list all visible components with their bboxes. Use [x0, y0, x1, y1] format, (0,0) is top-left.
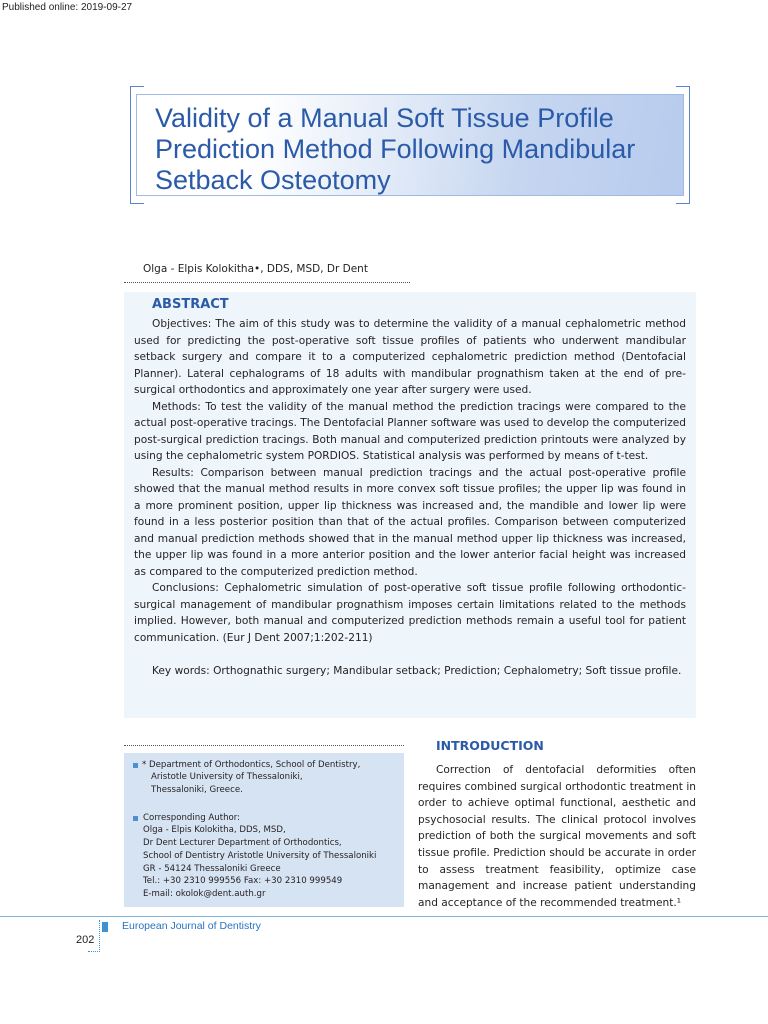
affiliation-bullet-icon: [133, 763, 138, 768]
corresponding-address: GR - 54124 Thessaloniki Greece: [143, 864, 281, 874]
corresponding-title: Dr Dent Lecturer Department of Orthodontics,: [143, 838, 342, 848]
corresponding-phone: Tel.: +30 2310 999556 Fax: +30 2310 999549: [143, 876, 343, 886]
abstract-box: [124, 292, 696, 718]
corresponding-school: School of Dentistry Aristotle University of Thessaloniki: [143, 851, 377, 861]
article-title: Validity of a Manual Soft Tissue Profile Prediction Method Following Mandibular Setback Osteotomy: [155, 103, 636, 195]
affiliation-dept: * Department of Orthodontics, School of Dentistry,: [142, 760, 361, 770]
abstract-conclusions: Conclusions: Cephalometric simulation of post-operative soft tissue profile following orthodontic-surgical management of mandibular prognathism imposes certain limitations related to the methods implied. However, both manual and computerized prediction methods remain a useful tool for patient communication. (Eur J Dent 2007;1:202-211): [134, 582, 686, 644]
abstract-objectives: Objectives: The aim of this study was to determine the validity of a manual cephalometric method used for predicting the post-operative soft tissue profiles of patients who underwent mandibular setback surgery and compare it to a computerized cephalometric prediction method (Dentofacial Planner). Lateral cephalograms of 18 adults with mandibular prognathism taken at the end of pre-surgical orthodontics and approximately one year after surgery were used.: [134, 318, 686, 396]
page-number: 202: [76, 934, 95, 946]
affiliation-box: [124, 753, 404, 907]
abstract-keywords: Key words: Orthognathic surgery; Mandibular setback; Prediction; Cephalometry; Soft tissue profile.: [152, 664, 682, 677]
published-date: Published online: 2019-09-27: [2, 2, 133, 13]
footer-rule: [0, 916, 768, 917]
title-frame-left-rule: [130, 86, 131, 204]
abstract-methods: Methods: To test the validity of the manual method the prediction tracings were compared to the actual post-operative tracings. The Dentofacial Planner software was used to develop the computerized post-surgical prediction tracings. Both manual and computerized prediction printouts were analyzed by using the cephalometric system PORDIOS. Statistical analysis was performed by means of t-test.: [134, 400, 686, 462]
page-number-vdots: [99, 920, 100, 952]
page-number-hdots: [88, 951, 100, 952]
introduction-body: [418, 762, 696, 911]
introduction-heading: INTRODUCTION: [436, 738, 544, 753]
corresponding-email: E-mail: okolok@dent.auth.gr: [143, 889, 266, 899]
abstract-body: [134, 316, 686, 679]
corresponding-name: Olga - Elpis Kolokitha, DDS, MSD,: [143, 825, 286, 835]
title-frame: [130, 90, 690, 200]
title-frame-right-rule: [689, 86, 690, 204]
author-line: Olga - Elpis Kolokitha•, DDS, MSD, Dr Dent: [143, 263, 368, 275]
introduction-paragraph: Correction of dentofacial deformities often requires combined surgical orthodontic treatment in order to achieve optimal functional, aesthetic and psychosocial results. The clinical protocol involves prediction of both the surgical movements and soft tissue profile. Prediction should be accurate in order to assess treatment feasibility, optimize case management and increase patient understanding and acceptance of the recommended treatment.¹: [418, 764, 696, 909]
abstract-heading: ABSTRACT: [152, 297, 229, 312]
affiliation-university: Aristotle University of Thessaloniki,: [151, 772, 303, 782]
author-divider: [124, 282, 410, 283]
corresponding-label: Corresponding Author:: [143, 813, 241, 823]
affiliation-divider: [124, 745, 404, 746]
corresponding-bullet-icon: [133, 816, 138, 821]
affiliation-city: Thessaloniki, Greece.: [151, 785, 243, 795]
title-box: [136, 94, 684, 196]
footer-marker-icon: [102, 922, 108, 932]
abstract-results: Results: Comparison between manual prediction tracings and the actual post-operative profile showed that the manual method results in more convex soft tissue profiles; the upper lip was found in a more prominent position, upper lip thickness was increased and, the mandible and lower lip were found in a less posterior position than that of the actual profiles. Comparison between computerized and manual prediction methods showed that in the manual method upper lip thickness was increased, the upper lip was found in a more anterior position and the lower anterior facial height was increased as compared to the computerized prediction method.: [134, 466, 686, 578]
journal-name: European Journal of Dentistry: [122, 920, 261, 932]
